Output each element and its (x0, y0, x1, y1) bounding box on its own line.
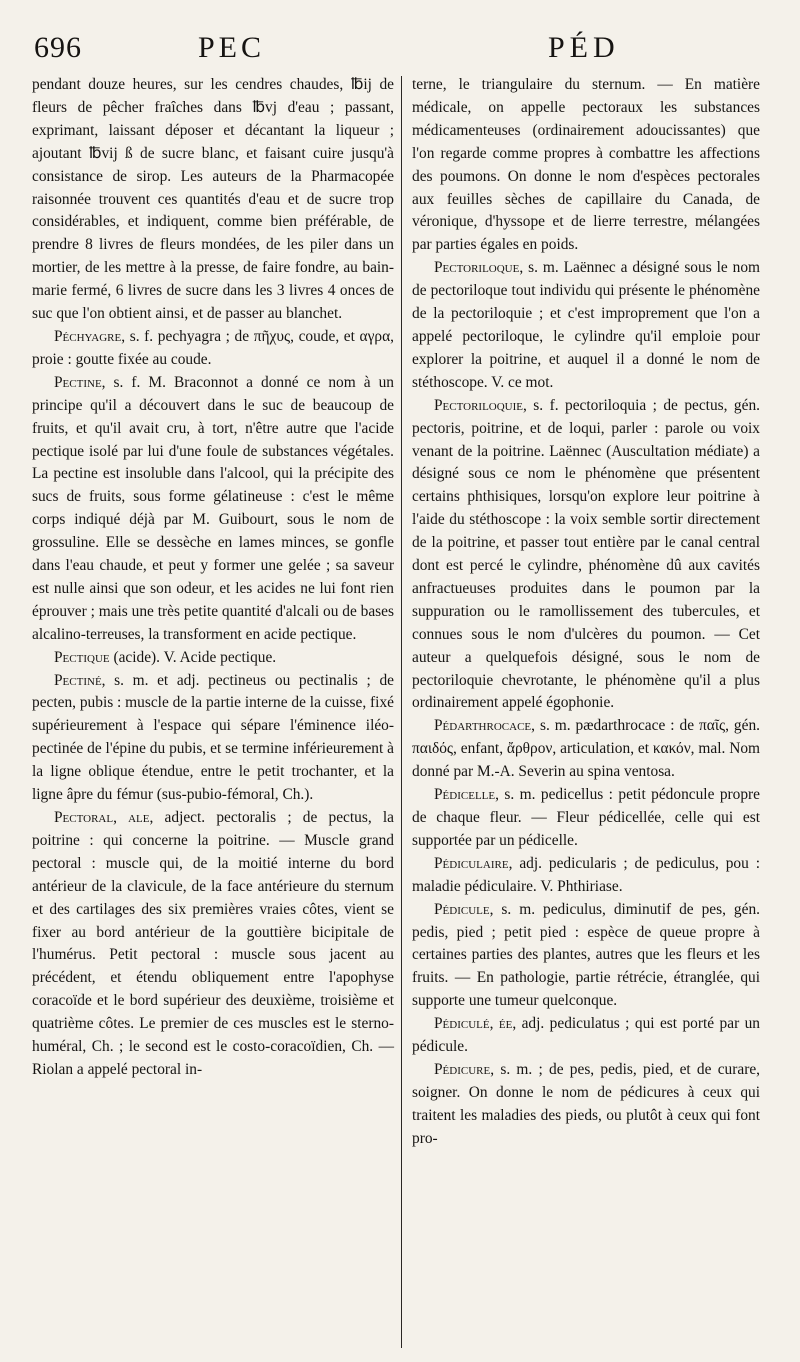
headword: Pédicelle (434, 786, 496, 804)
entry-pectique: Pectique (acide). V. Acide pectique. (54, 648, 277, 666)
entry-pectine-muscle: Pectiné, s. m. et adj. pectineus ou pectinalis ; de pecten, pubis : muscle de la partie interne de la cuisse, fixé supérieurement à l'espace qui sépare l'éminence iléo-pectinée de l'épine du pubis, et se termine inférieurement à la ligne oblique étendue, entre le petit trochanter, et la ligne âpre du fémur (sus-pubio-fémoral, Ch.). (32, 671, 394, 804)
entry-pechyagre: Péchyagre, s. f. pechyagra ; de πῆχυς, coude, et αγρα, proie : goutte fixée au coude. (32, 327, 394, 368)
headword: Pédicure (434, 1060, 491, 1078)
left-column (32, 74, 394, 1082)
entry-continuation: terne, le triangulaire du sternum. — En matière médicale, on appelle pectoraux les substances médicamenteuses (ordinairement adoucissantes) que l'on regarde comme propres à combattre les affections des poumons. On donne le nom d'espèces pectorales aux feuilles sèches de capillaire du Canada, de véronique, d'hyssope et de lierre terrestre, mélangées par parties égales en poids. (412, 76, 760, 254)
entry-pedicelle: Pédicelle, s. m. pedicellus : petit pédoncule propre de chaque fleur. — Fleur pédicellée, celle qui est supportée par un pédicelle. (412, 786, 760, 849)
left-running-head: PEC (198, 31, 266, 64)
entry-pectoral: Pectoral, ale, adject. pectoralis ; de pectus, la poitrine : qui concerne la poitrine. — Muscle grand pectoral : muscle qui, de la moitié interne du bord antérieur de la clavicule, de la face antérieure du sternum et des cartilages des six premières vraies côtes, vient se fixer au bord antérieur de la gouttière bicipitale de l'humérus. Petit pectoral : muscle sous jacent au précédent, et étendu obliquement entre l'apophyse coracoïde et le bord supérieur des deuxième, troisième et quatrième côtes. Le premier de ces muscles est le sterno-huméral, Ch. ; le second est le costo-coracoïdien, Ch. — Riolan a appelé pectoral in- (32, 809, 394, 1078)
entry-pectine: Pectine, s. f. M. Braconnot a donné ce nom à un principe qu'il a découvert dans le suc de beaucoup de fruits, et qu'il avait cru, à tort, n'être autre que l'acide pectique isolé par lui d'une foule de substances végétales. La pectine est insoluble dans l'alcool, qui la précipite des sucs de fruits, sous forme gélatineuse : c'est le même corps indiqué déjà par M. Guibourt, sous le nom de grossuline. Elle se dessèche en lames minces, se gonfle dans l'eau chaude, et peut y former une gelée ; sa saveur est nulle ainsi que son odeur, et les acides ne lui font rien éprouver ; mais une très petite quantité d'alcali ou de bases alcalino-terreuses, la transforment en acide pectique. (32, 373, 394, 643)
right-running-head: PÉD (548, 31, 620, 64)
headword: Pectoral, ale (54, 809, 150, 826)
entry-continuation: pendant douze heures, sur les cendres chaudes, ℔ij de fleurs de pêcher fraîches dans ℔vj d'eau ; passant, exprimant, laissant déposer et décantant la liqueur ; ajoutant ℔vij ß de sucre blanc, et faisant cuire jusqu'à consistance de sirop. Les auteurs de la Pharmacopée raisonnée trouvent ces quantités d'eau et de sucre trop considérables, et indiquent, comme bien préférable, de prendre 8 livres de fleurs mondées, de les piler dans un mortier, de les mettre à la presse, de faire fondre, au bain-marie fermé, 6 livres de sucre dans les 3 livres 4 onces de suc que l'on obtient ainsi, et de passer au blanchet. (32, 76, 394, 323)
headword: Pectoriloque (434, 259, 520, 277)
entry-pedicule: Pédicule, s. m. pediculus, diminutif de pes, gén. pedis, pied ; petit pied : espèce de queue propre à certaines parties des plantes, autres que les fleurs et les fruits. — En pathologie, partie rétrécie, étranglée, qui supporte une tumeur quelconque. (412, 900, 760, 1010)
entry-pectoriloquie: Pectoriloquie, s. f. pectoriloquia ; de pectus, gén. pectoris, poitrine, et de loqui, parler : parole ou voix venant de la poitrine. Laënnec (Auscultation médiate) a désigné sous ce nom le phénomène que présentent certains phthisiques, lorsqu'on explore leur poitrine à l'aide du stéthoscope : la voix semble sortir directement de la poitrine, et passer tout entière par le canal central dont est percé le cylindre, phénomène dû aux cavités anfractueuses produites dans le poumon par la suppuration ou le ramollissement des tubercules, et connues sous le nom d'ulcères du poumon. — Cet auteur a quelquefois désigné, sous le nom de pectoriloquie chevrotante, le phénomène qu'il a plus ordinairement appelé égophonie. (412, 396, 760, 712)
headword: Pédiculaire (434, 854, 509, 872)
headword: Péchyagre (54, 327, 122, 345)
column-divider (401, 76, 402, 1348)
entry-pedicure: Pédicure, s. m. ; de pes, pedis, pied, et de curare, soigner. On donne le nom de pédicures à ceux qui traitent les maladies des pieds, ou plutôt à ceux qui font pro- (412, 1060, 760, 1147)
headword: Pédicule (434, 900, 490, 918)
entry-pedicule-adj: Pédiculé, ée, adj. pediculatus ; qui est porté par un pédicule. (412, 1015, 761, 1056)
right-column (412, 74, 760, 1151)
entry-pectoriloque: Pectoriloque, s. m. Laënnec a désigné sous le nom de pectoriloque tout individu qui présente le phénomène de la pectoriloquie ; et c'est improprement que l'on a appelé pectoriloque, le cylindre qu'il emploie pour explorer la poitrine, et auquel il a donné le nom de stéthoscope. V. ce mot. (412, 259, 760, 391)
headword: Pectine (54, 373, 102, 391)
entry-pedarthrocace: Pédarthrocace, s. m. pædarthrocace : de παῖς, gén. παιδός, enfant, ἄρθρον, articulation, et κακόν, mal. Nom donné par M.-A. Severin au spina ventosa. (412, 717, 760, 781)
headword: Pédiculé, ée (434, 1015, 513, 1033)
headword: Pédarthrocace (434, 717, 532, 735)
headword: Pectoriloquie (434, 396, 524, 414)
headword: Pectique (54, 648, 110, 666)
page-number: 696 (34, 31, 82, 64)
headword: Pectiné (54, 671, 102, 689)
entry-pediculaire: Pédiculaire, adj. pedicularis ; de pediculus, pou : maladie pédiculaire. V. Phthiriase. (412, 854, 760, 895)
